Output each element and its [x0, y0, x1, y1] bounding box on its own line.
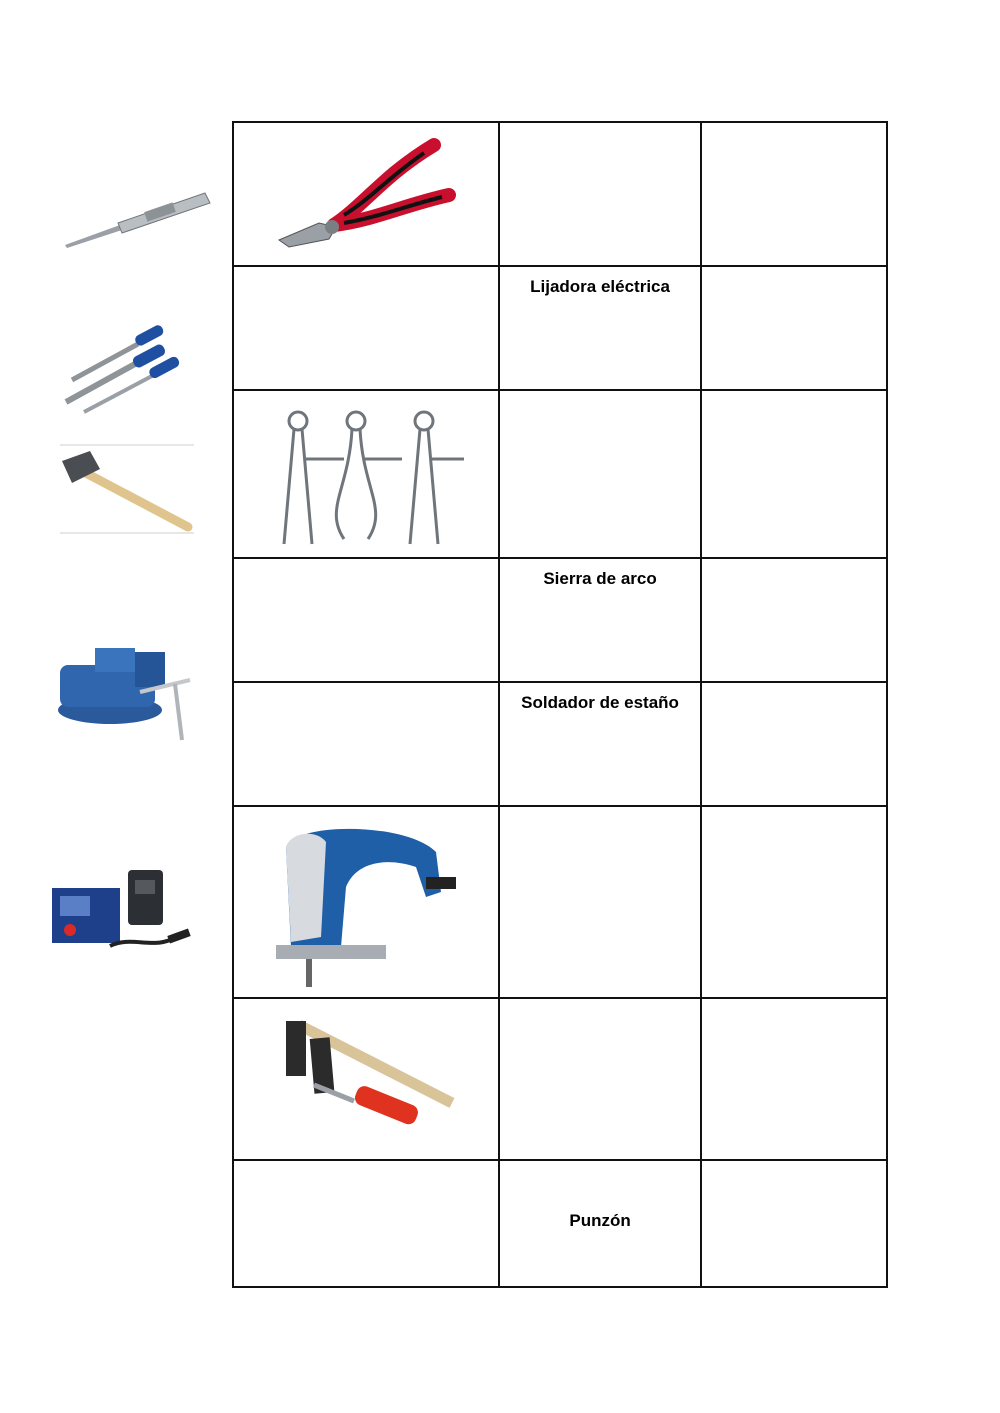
- bench-vise-image[interactable]: [50, 640, 195, 745]
- answer-cell[interactable]: [701, 390, 887, 558]
- name-cell: [499, 806, 700, 998]
- name-cell: [499, 682, 700, 806]
- name-cell: [499, 1160, 700, 1287]
- answer-cell[interactable]: [701, 682, 887, 806]
- name-cell: [499, 122, 700, 266]
- files-image[interactable]: [60, 322, 185, 417]
- tool-name-label: Lijadora eléctrica: [530, 277, 670, 296]
- hammer-icon: [60, 445, 194, 533]
- table-row: [233, 122, 887, 266]
- answer-cell[interactable]: [701, 1160, 887, 1287]
- calipers-icon: [264, 399, 469, 549]
- image-cell[interactable]: [233, 122, 499, 266]
- tool-name-label: Sierra de arco: [543, 569, 657, 588]
- answer-cell[interactable]: [701, 998, 887, 1160]
- table-row: [233, 266, 887, 390]
- answer-cell[interactable]: [701, 122, 887, 266]
- table-row: [233, 1160, 887, 1287]
- pliers-icon: [274, 135, 459, 255]
- jigsaw-icon: [266, 817, 466, 992]
- answer-cell[interactable]: [701, 806, 887, 998]
- answer-cell[interactable]: [701, 558, 887, 682]
- table-row: [233, 806, 887, 998]
- welder-icon: [52, 870, 191, 946]
- table-row: [233, 998, 887, 1160]
- table-row: [233, 390, 887, 558]
- image-cell[interactable]: [233, 998, 499, 1160]
- welding-machine-image[interactable]: [50, 858, 198, 953]
- table-row: [233, 682, 887, 806]
- image-drop-cell[interactable]: [233, 266, 499, 390]
- name-cell: [499, 998, 700, 1160]
- punch-rod-image[interactable]: [60, 185, 215, 255]
- punch-icon: [65, 193, 210, 248]
- table-row: [233, 558, 887, 682]
- vise-icon: [58, 648, 190, 740]
- name-cell: [499, 558, 700, 682]
- image-drop-cell[interactable]: [233, 558, 499, 682]
- answer-cell[interactable]: [701, 266, 887, 390]
- tool-name-label: Punzón: [569, 1211, 631, 1230]
- image-cell[interactable]: [233, 806, 499, 998]
- name-cell: [499, 266, 700, 390]
- file-set-icon: [66, 324, 181, 412]
- image-drop-cell[interactable]: [233, 1160, 499, 1287]
- name-cell: [499, 390, 700, 558]
- image-cell[interactable]: [233, 390, 499, 558]
- image-drop-cell[interactable]: [233, 682, 499, 806]
- hammer-image[interactable]: [60, 443, 196, 535]
- clamp-icon: [274, 1013, 459, 1153]
- tool-name-label: Soldador de estaño: [521, 693, 679, 712]
- tools-table: [232, 121, 888, 1288]
